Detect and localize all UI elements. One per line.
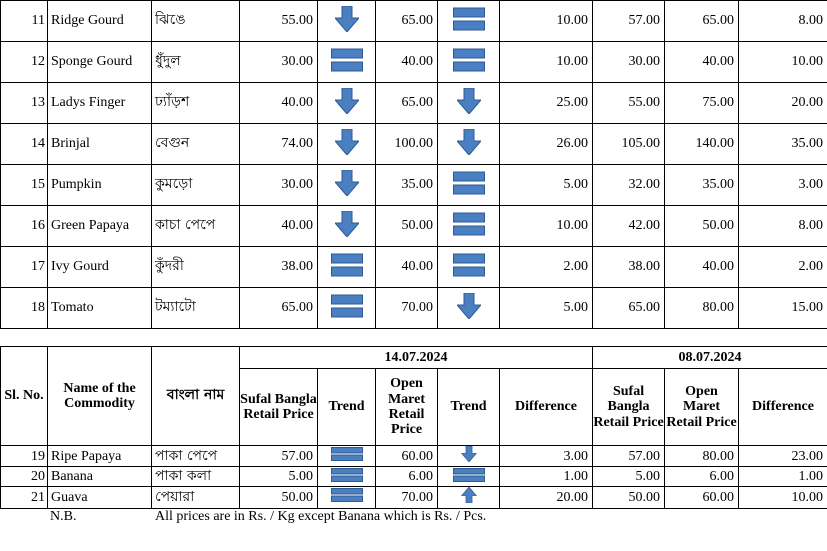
serial-number: 17 [1, 247, 48, 288]
header-date-current: 14.07.2024 [240, 347, 593, 369]
header-date-previous: 08.07.2024 [593, 347, 827, 369]
serial-number: 18 [1, 288, 48, 329]
table-row [1, 206, 827, 247]
commodity-name: Green Papaya [48, 206, 152, 247]
serial-number: 15 [1, 165, 48, 206]
open-market-price-previous: 60.00 [665, 487, 739, 508]
arrow-down-icon [438, 83, 500, 124]
arrow-down-icon [318, 206, 376, 247]
difference-previous: 2.00 [739, 247, 827, 288]
open-market-price: 100.00 [376, 124, 438, 165]
commodity-name: Ripe Papaya [48, 446, 152, 467]
open-market-price: 70.00 [376, 487, 438, 508]
equal-icon [318, 487, 376, 508]
commodity-bangla-name: ঝিঙে [152, 1, 240, 42]
difference-previous: 20.00 [739, 83, 827, 124]
table-row [1, 83, 827, 124]
open-market-price: 35.00 [376, 165, 438, 206]
header-trend-2: Trend [438, 369, 500, 446]
difference: 1.00 [500, 467, 593, 487]
open-market-price-previous: 40.00 [665, 247, 739, 288]
sufal-price-previous: 38.00 [593, 247, 665, 288]
difference: 25.00 [500, 83, 593, 124]
table-row [1, 288, 827, 329]
header-difference: Difference [500, 369, 593, 446]
commodity-name: Banana [48, 467, 152, 487]
equal-icon [318, 288, 376, 329]
serial-number: 11 [1, 1, 48, 42]
difference-previous: 10.00 [739, 42, 827, 83]
equal-icon [438, 1, 500, 42]
open-market-price: 70.00 [376, 288, 438, 329]
header-name: Name of the Commodity [48, 347, 152, 446]
header-difference-prev: Difference [739, 369, 827, 446]
sufal-price-previous: 55.00 [593, 83, 665, 124]
commodity-bangla-name: বেগুন [152, 124, 240, 165]
table-row [1, 247, 827, 288]
sufal-price: 57.00 [240, 446, 318, 467]
table-row [1, 467, 827, 487]
open-market-price-previous: 35.00 [665, 165, 739, 206]
sufal-price-previous: 65.00 [593, 288, 665, 329]
equal-icon [438, 42, 500, 83]
open-market-price: 65.00 [376, 1, 438, 42]
commodity-name: Tomato [48, 288, 152, 329]
commodity-bangla-name: পাকা কলা [152, 467, 240, 487]
sufal-price: 50.00 [240, 487, 318, 508]
difference: 5.00 [500, 165, 593, 206]
commodity-bangla-name: পেয়ারা [152, 487, 240, 508]
commodity-name: Pumpkin [48, 165, 152, 206]
open-market-price-previous: 40.00 [665, 42, 739, 83]
difference: 5.00 [500, 288, 593, 329]
header-trend: Trend [318, 369, 376, 446]
difference-previous: 23.00 [739, 446, 827, 467]
sufal-price: 38.00 [240, 247, 318, 288]
sufal-price-previous: 57.00 [593, 446, 665, 467]
open-market-price: 60.00 [376, 446, 438, 467]
table-row [1, 124, 827, 165]
commodity-name: Ridge Gourd [48, 1, 152, 42]
difference: 20.00 [500, 487, 593, 508]
difference-previous: 8.00 [739, 206, 827, 247]
arrow-up-icon [438, 487, 500, 508]
sufal-price: 74.00 [240, 124, 318, 165]
serial-number: 16 [1, 206, 48, 247]
sufal-price-previous: 5.00 [593, 467, 665, 487]
table-row [1, 42, 827, 83]
header-sl: Sl. No. [1, 347, 48, 446]
arrow-down-icon [318, 1, 376, 42]
sufal-price-previous: 42.00 [593, 206, 665, 247]
commodity-name: Ladys Finger [48, 83, 152, 124]
serial-number: 20 [1, 467, 48, 487]
header-sufal-price: Sufal Bangla Retail Price [240, 369, 318, 446]
difference-previous: 3.00 [739, 165, 827, 206]
commodity-bangla-name: টম্যাটো [152, 288, 240, 329]
commodity-name: Ivy Gourd [48, 247, 152, 288]
difference-previous: 10.00 [739, 487, 827, 508]
serial-number: 12 [1, 42, 48, 83]
header-open-price-prev: Open Maret Retail Price [665, 369, 739, 446]
difference: 26.00 [500, 124, 593, 165]
table-row [1, 487, 827, 508]
difference: 3.00 [500, 446, 593, 467]
equal-icon [438, 206, 500, 247]
price-table-bottom [0, 346, 827, 509]
sufal-price: 55.00 [240, 1, 318, 42]
sufal-price: 65.00 [240, 288, 318, 329]
sufal-price-previous: 30.00 [593, 42, 665, 83]
footnote-label: N.B. [50, 509, 77, 524]
equal-icon [438, 165, 500, 206]
open-market-price: 6.00 [376, 467, 438, 487]
open-market-price-previous: 80.00 [665, 288, 739, 329]
table-row [1, 446, 827, 467]
open-market-price-previous: 80.00 [665, 446, 739, 467]
commodity-name: Brinjal [48, 124, 152, 165]
commodity-bangla-name: ধুঁদুল [152, 42, 240, 83]
open-market-price-previous: 50.00 [665, 206, 739, 247]
equal-icon [438, 467, 500, 487]
commodity-bangla-name: কুমড়ো [152, 165, 240, 206]
sufal-price: 30.00 [240, 42, 318, 83]
commodity-bangla-name: ঢ্যাঁড়শ [152, 83, 240, 124]
serial-number: 21 [1, 487, 48, 508]
sufal-price: 40.00 [240, 206, 318, 247]
open-market-price: 65.00 [376, 83, 438, 124]
commodity-name: Sponge Gourd [48, 42, 152, 83]
arrow-down-icon [438, 124, 500, 165]
table-row [1, 165, 827, 206]
serial-number: 19 [1, 446, 48, 467]
difference: 2.00 [500, 247, 593, 288]
open-market-price-previous: 75.00 [665, 83, 739, 124]
sufal-price: 5.00 [240, 467, 318, 487]
open-market-price: 40.00 [376, 42, 438, 83]
sufal-price: 30.00 [240, 165, 318, 206]
difference: 10.00 [500, 42, 593, 83]
sufal-price: 40.00 [240, 83, 318, 124]
open-market-price-previous: 140.00 [665, 124, 739, 165]
footnote-text: All prices are in Rs. / Kg except Banana which is Rs. / Pcs. [155, 509, 487, 524]
difference-previous: 1.00 [739, 467, 827, 487]
serial-number: 13 [1, 83, 48, 124]
equal-icon [318, 467, 376, 487]
header-sufal-price-prev: Sufal Bangla Retail Price [593, 369, 665, 446]
equal-icon [438, 247, 500, 288]
commodity-bangla-name: কাচা পেপে [152, 206, 240, 247]
commodity-name: Guava [48, 487, 152, 508]
serial-number: 14 [1, 124, 48, 165]
equal-icon [318, 247, 376, 288]
difference: 10.00 [500, 206, 593, 247]
difference-previous: 35.00 [739, 124, 827, 165]
open-market-price: 40.00 [376, 247, 438, 288]
sufal-price-previous: 50.00 [593, 487, 665, 508]
equal-icon [318, 446, 376, 467]
commodity-bangla-name: পাকা পেপে [152, 446, 240, 467]
arrow-down-icon [438, 446, 500, 467]
arrow-down-icon [438, 288, 500, 329]
open-market-price-previous: 6.00 [665, 467, 739, 487]
arrow-down-icon [318, 83, 376, 124]
sufal-price-previous: 32.00 [593, 165, 665, 206]
arrow-down-icon [318, 165, 376, 206]
sufal-price-previous: 105.00 [593, 124, 665, 165]
difference-previous: 8.00 [739, 1, 827, 42]
arrow-down-icon [318, 124, 376, 165]
header-open-price: Open Maret Retail Price [376, 369, 438, 446]
table-row [1, 1, 827, 42]
header-bangla-name: বাংলা নাম [152, 347, 240, 446]
equal-icon [318, 42, 376, 83]
commodity-bangla-name: কুঁদরী [152, 247, 240, 288]
open-market-price-previous: 65.00 [665, 1, 739, 42]
difference: 10.00 [500, 1, 593, 42]
difference-previous: 15.00 [739, 288, 827, 329]
open-market-price: 50.00 [376, 206, 438, 247]
sufal-price-previous: 57.00 [593, 1, 665, 42]
